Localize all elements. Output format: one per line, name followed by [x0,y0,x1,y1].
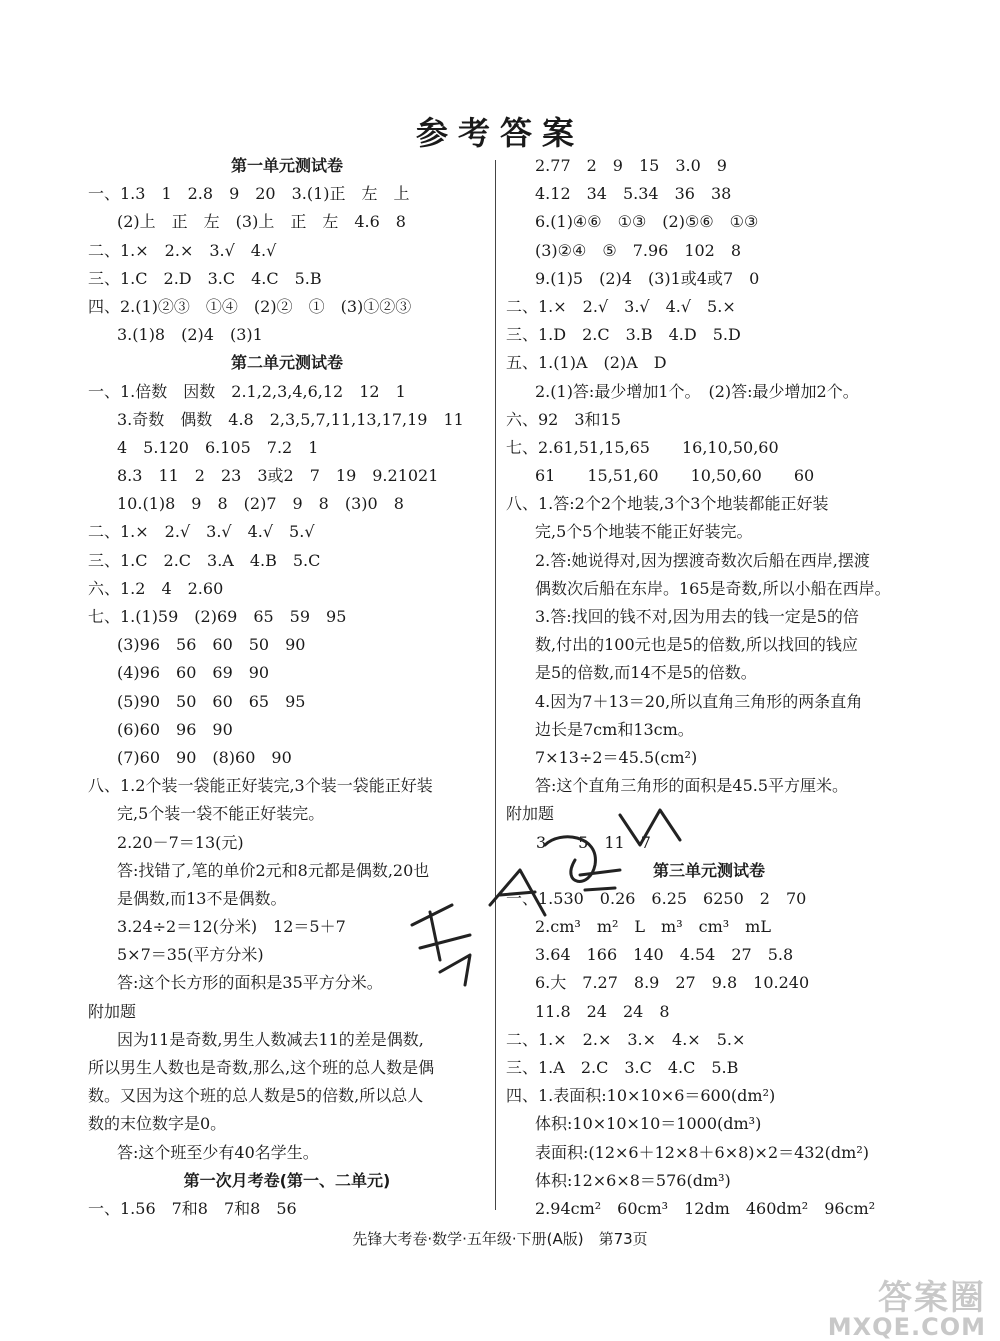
answer-line: 三、1.A 2.C 3.C 4.C 5.B [506,1058,739,1077]
right-column [506,152,912,1223]
answer-line: 所以男生人数也是奇数,那么,这个班的总人数是偶 [88,1058,435,1077]
section-heading: 第一单元测试卷 [230,156,343,175]
answer-line: 六、92 3和15 [506,409,621,429]
answer-line: 一、1.3 1 2.8 9 20 3.(1)正 左 上 [88,184,410,204]
answer-line: 数,付出的100元也是5的倍数,所以找回的钱应 [535,635,858,655]
watermark [828,1270,986,1341]
answer-line: 3.64 166 140 4.54 27 5.8 [535,945,794,965]
answer-line: 4 5.120 6.105 7.2 1 [117,437,319,457]
answer-line: 2.94cm² 60cm³ 12dm 460dm² 96cm² [535,1198,876,1218]
answer-line: 答:找错了,笔的单价2元和8元都是偶数,20也 [117,860,430,880]
answer-line: 四、2.(1)②③ ①④ (2)② ① (3)①②③ [88,296,412,316]
answer-line: 10.(1)8 9 8 (2)7 9 8 (3)0 8 [117,494,404,514]
answer-line: 五、1.(1)A (2)A D [506,353,667,373]
answer-line: 三、1.C 2.D 3.C 4.C 5.B [88,268,322,288]
answer-line: (7)60 90 (8)60 90 [117,747,292,767]
answer-line: 偶数次后船在东岸。165是奇数,所以小船在西岸。 [535,578,891,598]
section-heading: 第一次月考卷(第一、二单元) [183,1170,391,1190]
answer-line: 数的末位数字是0。 [88,1114,227,1134]
answer-line: 是偶数,而13不是偶数。 [117,888,287,908]
answer-line: 因为11是奇数,男生人数减去11的差是偶数, [117,1029,424,1049]
answer-line: 6.大 7.27 8.9 27 9.8 10.240 [535,973,810,993]
answer-line: 八、1.2个装一袋能正好装完,3个装一袋能正好装 [88,776,433,796]
answer-line: 附加题 [88,1001,137,1021]
answer-line: 二、1.× 2.× 3.√ 4.√ [88,240,277,260]
answer-line: 答:这个直角三角形的面积是45.5平方厘米。 [535,776,849,796]
answer-line: 2.(1)答:最少增加1个。 (2)答:最少增加2个。 [535,381,859,401]
left-column [88,152,486,1223]
answer-line: (5)90 50 60 65 95 [117,691,306,711]
answer-line: 4.因为7＋13＝20,所以直角三角形的两条直角 [535,691,863,711]
answer-line: 数。又因为这个班的总人数是5的倍数,所以总人 [88,1086,424,1106]
answer-line: (3)96 56 60 50 90 [117,635,306,655]
answer-line: 6.(1)④⑥ ①③ (2)⑤⑥ ①③ [535,212,759,232]
answer-line: 七、2.61,51,15,65 16,10,50,60 [506,437,779,457]
answer-line: 9.(1)5 (2)4 (3)1或4或7 0 [535,268,760,288]
answer-line: 六、1.2 4 2.60 [88,578,224,598]
answer-line: (2)上 正 左 (3)上 正 左 4.6 8 [117,212,406,232]
answer-line: 七、1.(1)59 (2)69 65 59 95 [88,607,347,626]
answer-line: 完,5个装一袋不能正好装完。 [117,804,325,824]
section-heading: 第二单元测试卷 [230,353,343,373]
answer-line: (6)60 96 90 [117,719,233,739]
column-divider [495,160,496,1210]
page-footer: 先锋大考卷·数学·五年级·下册(A版) 第73页 [352,1230,648,1248]
answer-line: 三、1.D 2.C 3.B 4.D 5.D [506,325,741,345]
answer-line: 答:这个长方形的面积是35平方分米。 [117,973,383,993]
answer-line: (4)96 60 69 90 [117,663,270,683]
watermark-url: MXQE.COM [827,1313,986,1341]
watermark-logo: 答案圈 [878,1278,986,1318]
section-heading: 第三单元测试卷 [652,860,765,880]
answer-line: 八、1.答:2个2个地装,3个3个地装都能正好装 [506,494,829,514]
answer-line: 11.8 24 24 8 [535,1001,670,1021]
answer-line: 2.77 2 9 15 3.0 9 [535,156,727,175]
answer-line: 二、1.× 2.√ 3.√ 4.√ 5.√ [88,522,315,542]
answer-line: 3.24÷2＝12(分米) 12＝5＋7 [117,917,346,937]
page-title: 参考答案 [415,114,584,152]
answer-line: 5×7＝35(平方分米) [117,945,264,965]
answer-line: 二、1.× 2.√ 3.√ 4.√ 5.× [506,296,736,316]
answer-line: 一、1.56 7和8 7和8 56 [88,1198,297,1218]
answer-line: 4.12 34 5.34 36 38 [535,184,732,204]
answer-line: 是5的倍数,而14不是5的倍数。 [535,663,757,683]
answer-line: 一、1.倍数 因数 2.1,2,3,4,6,12 12 1 [88,381,406,401]
answer-line: 7×13÷2＝45.5(cm²) [535,747,698,767]
answer-line: 三、1.C 2.C 3.A 4.B 5.C [88,550,321,570]
answer-line: 3.(1)8 (2)4 (3)1 [117,325,263,345]
answer-line: 体积:12×6×8＝576(dm³) [535,1170,731,1190]
answer-line: 8.3 11 2 23 3或2 7 19 9.21021 [117,466,439,486]
answer-line: 附加题 [506,804,555,824]
answer-line: 边长是7cm和13cm。 [535,719,694,739]
answer-line: (3)②④ ⑤ 7.96 102 8 [535,240,742,260]
answer-line: 2.cm³ m² L m³ cm³ mL [535,917,771,937]
answer-line: 3.答:找回的钱不对,因为用去的钱一定是5的倍 [535,607,859,626]
answer-line: 四、1.表面积:10×10×6＝600(dm²) [506,1086,776,1106]
answer-line: 3.奇数 偶数 4.8 2,3,5,7,11,13,17,19 11 [117,409,464,429]
answer-line: 二、1.× 2.× 3.× 4.× 5.× [506,1029,746,1049]
answer-line: 一、1.530 0.26 6.25 6250 2 70 [506,888,807,908]
answer-line: 体积:10×10×10＝1000(dm³) [535,1114,762,1134]
answer-line: 2.答:她说得对,因为摆渡奇数次后船在西岸,摆渡 [535,550,870,570]
answer-line: 61 15,51,60 10,50,60 60 [535,466,815,486]
answer-line: 3 5 11 7 [536,832,651,852]
answer-line: 2.20－7＝13(元) [117,832,244,852]
answer-line: 表面积:(12×6＋12×8＋6×8)×2＝432(dm²) [535,1142,869,1162]
answer-line: 完,5个5个地装不能正好装完。 [535,522,753,542]
answer-line: 答:这个班至少有40名学生。 [117,1142,319,1162]
